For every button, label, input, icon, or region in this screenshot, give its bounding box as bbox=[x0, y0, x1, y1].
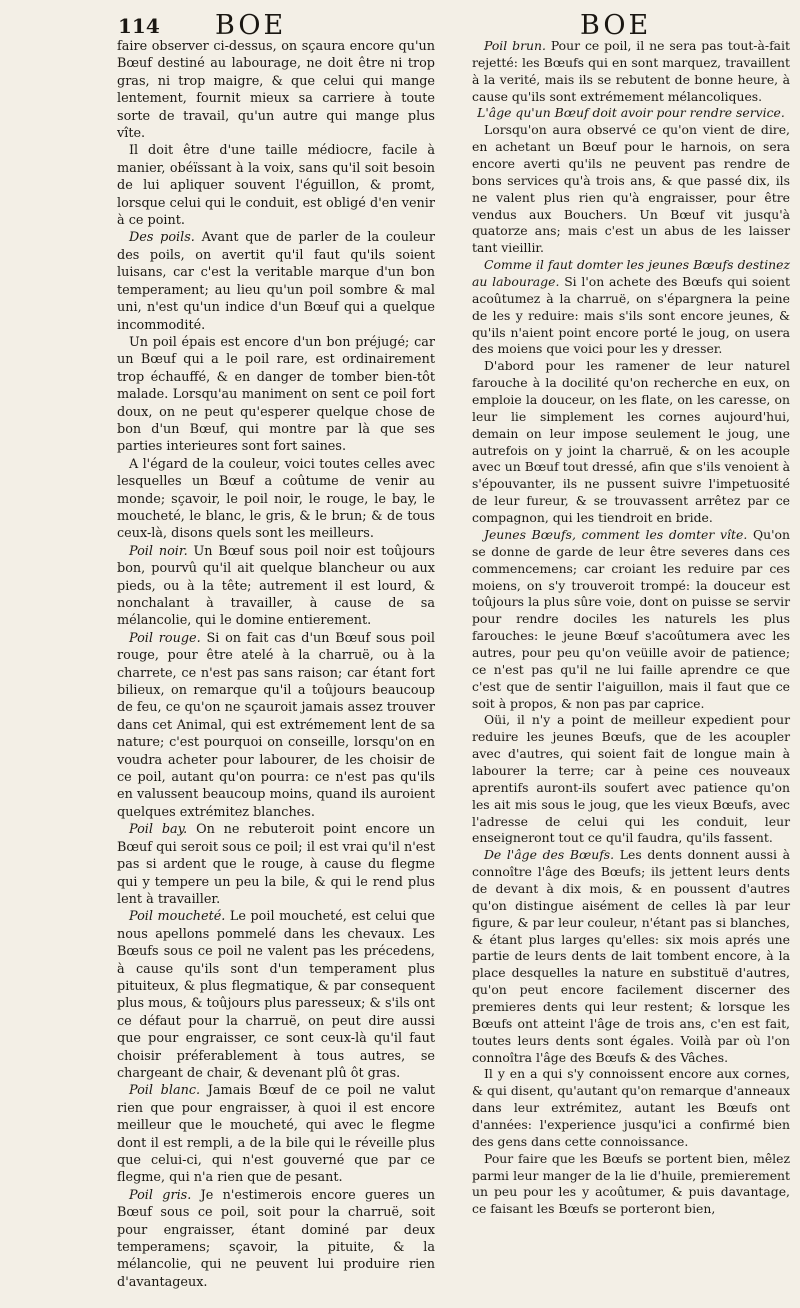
paragraph bbox=[472, 38, 790, 105]
section-heading: Poil blanc. bbox=[129, 1083, 201, 1099]
paragraph bbox=[472, 847, 790, 1066]
paragraph bbox=[117, 38, 435, 142]
section-heading: Poil bay. bbox=[129, 822, 188, 838]
paragraph-text: Oüi, il n'y a point de meilleur expedient pour reduire les jeunes Bœufs, que de les acoupler avec d'autres, qui soient fait de longue main à labourer la terre; car à peine ces nouveaux aprentifs auront-ils soufert avec patience qu'on les ait mis sous le joug, que les vieux Bœufs, avec l'adresse de celui qui les conduit, leur enseigneront tout ce qu'il faudra, qu'ils fassent. bbox=[472, 712, 790, 846]
paragraph-text: Qu'on se donne de garde de leur être severes dans ces commencemens; car croiant les reduire par ces moiens, on s'y trouveroit trompé: la douceur est toûjours la plus sûre voie, dont on puisse se servir pour rendre dociles les naturels les plus farouches: le jeune Bœuf s'acoûtumera avec les autres, pour peu qu'on veüille avoir de patience; ce n'est pas qu'il ne lui faille aprendre ce que c'est que de sentir l'aiguillon, mais il faut que ce soit à propos, & non pas par caprice. bbox=[472, 526, 790, 711]
paragraph-text: Jamais Bœuf de ce poil ne valut rien que pour engraisser, à quoi il est encore meilleur que le moucheté, qui avec le flegme dont il est rempli, a de la bile qui le réveille plus que celui-ci, qui n'est gouverné que par ce flegme, qui n'a rien que de pesant. bbox=[117, 1083, 435, 1186]
section-heading: Poil gris. bbox=[129, 1187, 192, 1203]
section-heading: Poil moucheté. bbox=[129, 909, 226, 925]
section-heading: Poil rouge. bbox=[129, 630, 201, 646]
section-heading: Des poils. bbox=[129, 230, 195, 246]
section-heading: Jeunes Bœufs, comment les domter vîte. bbox=[484, 526, 748, 542]
paragraph bbox=[472, 1066, 790, 1150]
page-number: 114 bbox=[118, 14, 160, 38]
paragraph-text: Si on fait cas d'un Bœuf sous poil rouge, pour être atelé à la charruë, ou à la charrete, ce n'est pas sans raison; car étant fort bilieux, on remarque qu'il a toûjours beaucoup de feu, ce qu'on ne sçauroit jamais assez trouver dans cet Animal, qui est extrémement lent de sa nature; c'est pourquoi on conseille, lorsqu'on en voudra acheter pour labourer, de les choisir de ce poil, autant qu'on pourra: ce n'est pas qu'ils en valussent beaucoup moins, quand ils auroient quelques extrémitez blanches. bbox=[117, 630, 435, 820]
running-head-right: BOE bbox=[580, 10, 652, 41]
paragraph bbox=[117, 142, 435, 229]
left-column bbox=[117, 38, 435, 1291]
paragraph bbox=[117, 543, 435, 630]
paragraph-text: Pour faire que les Bœufs se portent bien, mêlez parmi leur manger de la lie d'huile, premierement un peu pour les y acoûtumer, & puis davantage, ce faisant les Bœufs se porteront bien, bbox=[472, 1150, 790, 1217]
paragraph-text: Il doit être d'une taille médiocre, facile à manier, obéïssant à la voix, sans qu'il soit besoin de lui apliquer souvent l'éguillon, & promt, lorsque celui qui le conduit, est obligé d'en venir à ce point. bbox=[117, 143, 435, 229]
running-head-left: BOE bbox=[215, 10, 287, 41]
paragraph-text: Lorsqu'on aura observé ce qu'on vient de dire, en achetant un Bœuf pour le harnois, on sera encore averti qu'ils ne peuvent pas rendre de bons services qu'à trois ans, & que passé dix, ils ne valent plus rien qu'à engraisser, pour être vendus aux Bouchers. Un Bœuf vit jusqu'à quatorze ans; mais c'est un abus de les laisser tant vieillir. bbox=[472, 122, 790, 256]
paragraph-text: Un Bœuf sous poil noir est toûjours bon, pourvû qu'il ait quelque blancheur ou aux pieds, ou à la tête; autrement il est lourd, & nonchalant à travailler, à cause de sa mélancolie, qui le domine entierement. bbox=[117, 543, 435, 629]
paragraph bbox=[117, 229, 435, 333]
right-column bbox=[472, 38, 790, 1218]
paragraph bbox=[472, 257, 790, 358]
paragraph bbox=[117, 630, 435, 821]
paragraph bbox=[472, 712, 790, 847]
paragraph bbox=[472, 1151, 790, 1218]
section-heading: Poil brun. bbox=[484, 38, 546, 53]
paragraph-text: Je n'estimerois encore gueres un Bœuf sous ce poil, soit pour la charruë, soit pour engraisser, étant dominé par deux temperamens; sçavoir, la pituite, & la mélancolie, qui ne peuvent lui produire rien d'avantageux. bbox=[117, 1187, 435, 1290]
paragraph-text: A l'égard de la couleur, voici toutes celles avec lesquelles un Bœuf a coûtume de venir au monde; sçavoir, le poil noir, le rouge, le bay, le moucheté, le blanc, le gris, & le brun; & de tous ceux-là, disons quels sont les meilleurs. bbox=[117, 456, 435, 542]
paragraph bbox=[472, 122, 790, 257]
section-heading: Poil noir. bbox=[129, 543, 188, 559]
paragraph bbox=[117, 1082, 435, 1186]
section-heading: L'âge qu'un Bœuf doit avoir pour rendre service. bbox=[477, 105, 785, 121]
section-heading: Comme il faut domter les jeunes Bœufs destinez au labourage. bbox=[472, 257, 790, 290]
paragraph-text: Le poil moucheté, est celui que nous apellons pommelé dans les chevaux. Les Bœufs sous ce poil ne valent pas les précedens, à cause qu'ils sont d'un temperament plus pituiteux, & plus flegmatique, & par consequent plus mous, & toûjours plus paresseux; & s'ils ont ce défaut pour la charruë, on peut dire aussi que pour engraisser, ce sont ceux-là qu'il faut choisir préferablement à tous autres, se chargeant de chair, & devenant plû ôt gras. bbox=[117, 909, 435, 1081]
paragraph-text: Les dents donnent aussi à connoître l'âge des Bœufs; ils jettent leurs dents de devant à dix mois, & en poussent d'autres qu'on distingue aisément de celles là par leur figure, & par leur couleur, n'étant pas si blanches, & étant plus larges qu'elles: six mois aprés une partie de leurs dents de lait tombent encore, à la place desquelles la nature en substituë d'autres, qu'on peut encore facilement discerner des premieres dents qui leur restent; & lorsque les Bœufs ont atteint l'âge de trois ans, c'en est fait, toutes leurs dents sont égales. Voilà par où l'on connoîtra l'âge des Bœufs & des Vâches. bbox=[472, 847, 790, 1065]
paragraph bbox=[117, 1187, 435, 1291]
paragraph-text: Pour ce poil, il ne sera pas tout-à-fait rejetté: les Bœufs qui en sont marquez, travaillent à la verité, mais ils se rebutent de bonne heure, à cause qu'ils sont extrémement mélancoliques. bbox=[472, 38, 790, 104]
page-header bbox=[0, 8, 800, 41]
section-heading: De l'âge des Bœufs. bbox=[484, 847, 615, 863]
paragraph-text: Il y en a qui s'y connoissent encore aux cornes, & qui disent, qu'autant qu'on remarque d'anneaux dans leur extrémitez, autant les Bœufs ont d'années: l'experience jusqu'ici a confirmé bien des gens dans cette connoissance. bbox=[472, 1066, 790, 1149]
paragraph bbox=[117, 334, 435, 456]
paragraph bbox=[117, 456, 435, 543]
paragraph bbox=[117, 821, 435, 908]
paragraph-text: Si l'on achete des Bœufs qui soient acoûtumez à la charruë, on s'épargnera la peine de les y reduire: mais s'ils sont encore jeunes, & qu'ils n'aient point encore porté le joug, on usera des moiens que voici pour les y dresser. bbox=[472, 274, 790, 357]
paragraph-text: Avant que de parler de la couleur des poils, on avertit qu'il faut qu'ils soient luisans, car c'est la veritable marque d'un bon temperament; au lieu qu'un poil sombre & mal uni, n'est qu'un indice d'un Bœuf qui a quelque incommodité. bbox=[117, 230, 435, 333]
paragraph bbox=[472, 527, 790, 712]
paragraph-text: D'abord pour les ramener de leur naturel farouche à la docilité qu'on recherche en eux, on emploie la douceur, on les flate, on les caresse, on leur lie simplement les cornes aujourd'hui, demain on leur impose seulement le joug, une autrefois on y joint la charruë, & on les acouple avec un Bœuf tout dressé, afin que s'ils venoient à s'épouvanter, ils ne pussent suivre l'impetuosité de leur fureur, & se trouvassent arrêtez par ce compagnon, qui les tiendroit en bride. bbox=[472, 358, 790, 526]
paragraph-text: On ne rebuteroit point encore un Bœuf qui seroit sous ce poil; il est vrai qu'il n'est pas si ardent que le rouge, à cause du flegme qui y tempere un peu la bile, & qui le rend plus lent à travailler. bbox=[117, 822, 435, 907]
paragraph-text: Un poil épais est encore d'un bon préjugé; car un Bœuf qui a le poil rare, est ordinairement trop échauffé, & en danger de tomber bien-tôt malade. Lorsqu'au maniment on sent ce poil fort doux, on ne peut qu'esperer quelque chose de bon d'un Bœuf, qui montre par là que ses parties interieures sont fort saines. bbox=[117, 334, 435, 455]
paragraph bbox=[117, 908, 435, 1082]
paragraph-text: faire observer ci-dessus, on sçaura encore qu'un Bœuf destiné au labourage, ne doit être ni trop gras, ni trop maigre, & que celui qui mange lentement, fournit mieux sa carriere à toute sorte de travail, qu'un autre qui mange plus vîte. bbox=[117, 39, 435, 142]
paragraph bbox=[472, 105, 790, 122]
paragraph bbox=[472, 358, 790, 527]
